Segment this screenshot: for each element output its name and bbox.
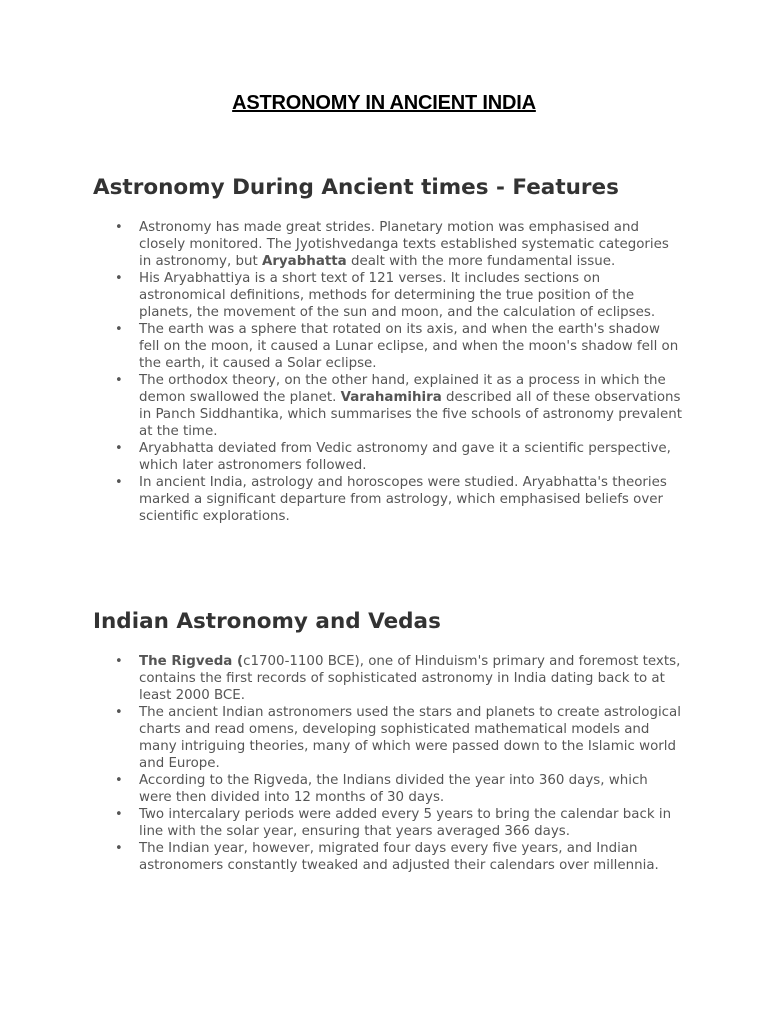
- bullet-list-features: [93, 219, 683, 525]
- document-title: ASTRONOMY IN ANCIENT INDIA: [232, 92, 536, 114]
- bullet-icon: •: [115, 807, 123, 822]
- list-item: [93, 440, 683, 474]
- list-item: [93, 321, 683, 372]
- bullet-text-end: c1700-1100 BCE), one of Hinduism's primary and foremost texts, contains the first records of sophisticated astronomy in India dating back to at least 2000 BCE.: [139, 654, 681, 703]
- bullet-text: His Aryabhattiya is a short text of 121 verses. It includes sections on astronomical definitions, methods for determining the true position of the planets, the movement of the sun and moon, and the calculation of eclipses.: [139, 271, 656, 320]
- bullet-text: Astronomy has made great strides. Planetary motion was emphasised and closely monitored. The Jyotishvedanga texts established systematic categories in astronomy, but: [139, 220, 669, 269]
- bullet-icon: •: [115, 654, 123, 669]
- bullet-text: According to the Rigveda, the Indians divided the year into 360 days, which were then divided into 12 months of 30 days.: [139, 773, 648, 805]
- bullet-bold-text: Aryabhatta: [261, 254, 347, 269]
- bullet-icon: •: [115, 220, 123, 235]
- list-item: [93, 653, 683, 704]
- list-item: [93, 772, 683, 806]
- bullet-text-end: described all of these observations in Panch Siddhantika, which summarises the five schools of astronomy prevalent at the time.: [139, 390, 682, 439]
- list-item: [93, 219, 683, 270]
- bullet-text: The Indian year, however, migrated four days every five years, and Indian astronomers constantly tweaked and adjusted their calendars over millennia.: [139, 841, 659, 873]
- bullet-text: The ancient Indian astronomers used the stars and planets to create astrological charts and read omens, developing sophisticated mathematical models and many intriguing theories, many of which were passed down to the Islamic world and Europe.: [139, 705, 681, 771]
- bullet-list-vedas: [93, 653, 683, 874]
- bullet-bold-text: The Rigveda (: [139, 654, 244, 669]
- bullet-icon: •: [115, 322, 123, 337]
- bullet-bold-text: Varahamihira: [340, 390, 442, 405]
- bullet-text: The earth was a sphere that rotated on its axis, and when the earth's shadow fell on the moon, it caused a Lunar eclipse, and when the moon's shadow fell on the earth, it caused a Solar eclipse.: [139, 322, 679, 371]
- bullet-icon: •: [115, 271, 123, 286]
- section-heading-features: Astronomy During Ancient times - Features: [93, 175, 619, 200]
- list-item: [93, 840, 683, 874]
- list-item: [93, 270, 683, 321]
- bullet-icon: •: [115, 475, 123, 490]
- section-heading-vedas: Indian Astronomy and Vedas: [93, 609, 441, 634]
- list-item: [93, 806, 683, 840]
- bullet-text: In ancient India, astrology and horoscopes were studied. Aryabhatta's theories marked a significant departure from astrology, which emphasised beliefs over scientific explorations.: [139, 475, 667, 524]
- list-item: [93, 474, 683, 525]
- bullet-text: Two intercalary periods were added every 5 years to bring the calendar back in line with the solar year, ensuring that years averaged 366 days.: [139, 807, 672, 839]
- bullet-text: Aryabhatta deviated from Vedic astronomy and gave it a scientific perspective, which later astronomers followed.: [139, 441, 671, 473]
- list-item: [93, 704, 683, 772]
- bullet-text: The orthodox theory, on the other hand, explained it as a process in which the demon swallowed the planet.: [139, 373, 666, 405]
- bullet-icon: •: [115, 841, 123, 856]
- bullet-icon: •: [115, 441, 123, 456]
- bullet-icon: •: [115, 373, 123, 388]
- bullet-text-end: dealt with the more fundamental issue.: [346, 254, 616, 269]
- bullet-icon: •: [115, 773, 123, 788]
- bullet-icon: •: [115, 705, 123, 720]
- list-item: [93, 372, 683, 440]
